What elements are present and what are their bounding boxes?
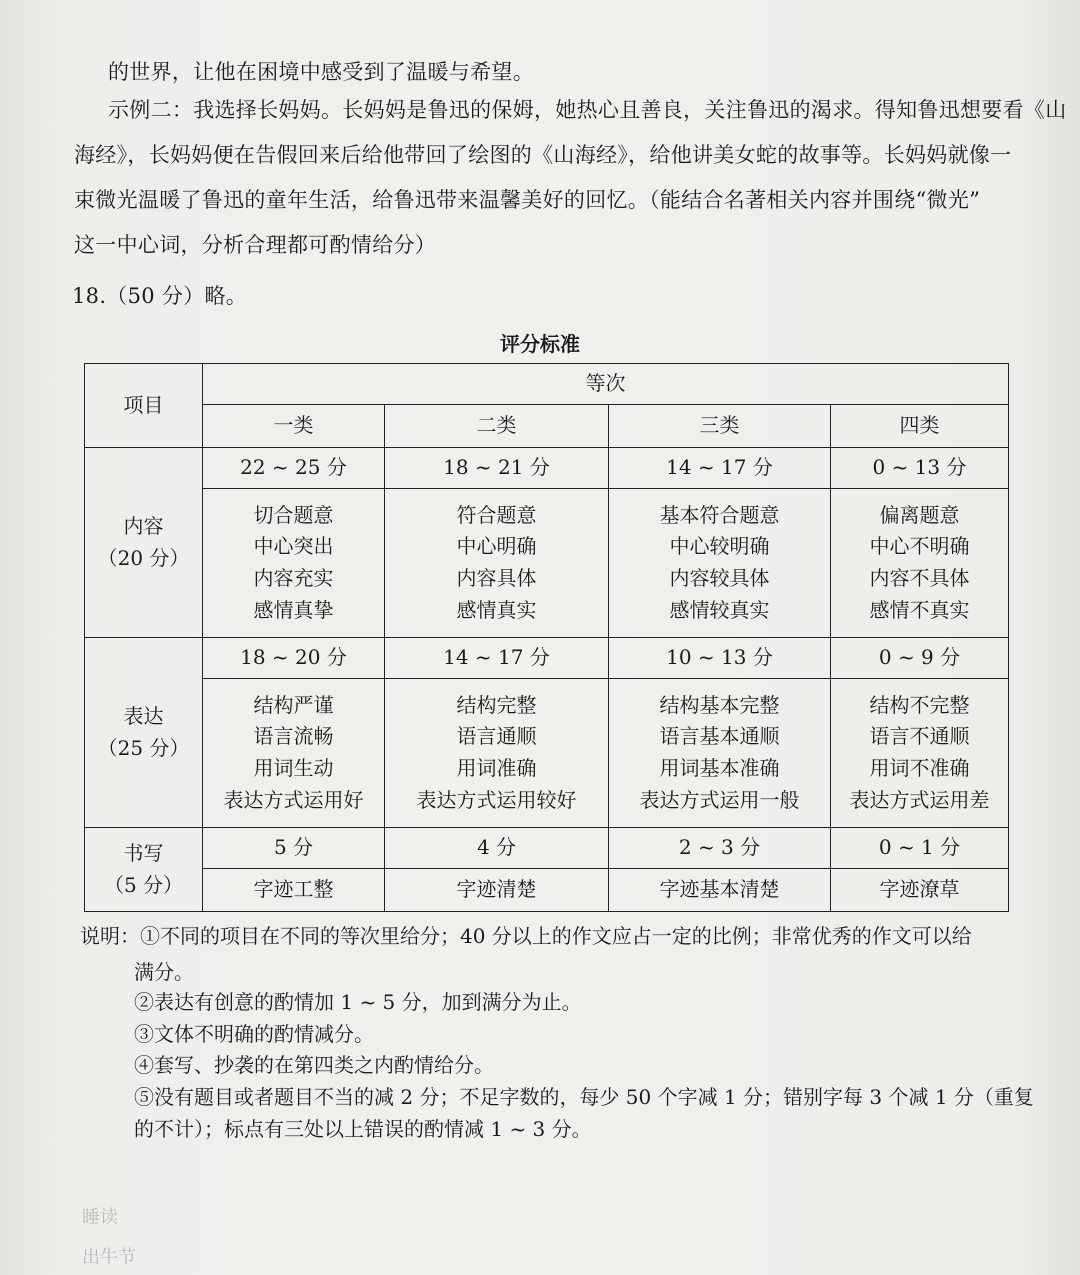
criterion: 结构不完整 (869, 692, 970, 717)
score-cell: 0 ~ 9 分 (831, 638, 1009, 679)
score-cell: 0 ~ 13 分 (831, 448, 1009, 489)
criterion: 内容较具体 (669, 566, 770, 590)
category-writing (85, 828, 203, 912)
category-label: 书写 (123, 840, 164, 865)
table-row (85, 448, 1009, 489)
criterion: 语言流畅 (253, 724, 334, 749)
criteria-cell (385, 679, 609, 828)
criteria-cell (385, 489, 609, 638)
criteria-cell (203, 679, 385, 828)
score-cell: 5 分 (203, 828, 385, 869)
category-expression (85, 638, 203, 828)
intro-line-3: 海经》，长妈妈便在告假回来后给他带回了绘图的《山海经》，给他讲美女蛇的故事等。长妈妈就像一 (74, 143, 1012, 167)
question-18: 18.（50 分）略。 (72, 284, 248, 308)
intro-line-4: 束微光温暖了鲁迅的童年生活，给鲁迅带来温馨美好的回忆。（能结合名著相关内容并围绕“微光” (74, 188, 981, 212)
criterion: 感情不真实 (869, 597, 970, 622)
criterion: 表达方式运用差 (849, 787, 990, 812)
criterion: 结构完整 (456, 692, 537, 717)
grade-2: 二类 (385, 405, 609, 448)
category-content (85, 448, 203, 638)
criteria-cell: 字迹清楚 (385, 869, 609, 912)
score-cell: 2 ~ 3 分 (609, 828, 831, 869)
note-line-2: 满分。 (134, 960, 194, 984)
criteria-cell: 字迹潦草 (831, 869, 1009, 912)
table-row (85, 828, 1009, 869)
criterion: 用词基本准确 (659, 756, 780, 780)
criterion: 内容不具体 (869, 566, 970, 590)
score-cell: 0 ~ 1 分 (831, 828, 1009, 869)
category-points: （5 分） (103, 872, 184, 897)
criterion: 语言通顺 (456, 724, 537, 749)
grade-4: 四类 (831, 405, 1009, 448)
criterion: 结构严谨 (253, 692, 334, 717)
criterion: 表达方式运用较好 (416, 787, 577, 812)
criterion: 表达方式运用好 (223, 787, 364, 812)
score-cell: 14 ~ 17 分 (609, 448, 831, 489)
score-cell: 18 ~ 20 分 (203, 638, 385, 679)
note-line-4: ③文体不明确的酌情减分。 (134, 1022, 374, 1046)
criteria-cell: 字迹基本清楚 (609, 869, 831, 912)
grade-1: 一类 (203, 405, 385, 448)
rubric-title: 评分标准 (500, 332, 580, 356)
table-row (85, 869, 1009, 912)
criterion: 基本符合题意 (659, 502, 780, 527)
criterion: 语言基本通顺 (659, 724, 780, 749)
intro-line-5: 这一中心词，分析合理都可酌情给分） (74, 233, 437, 257)
criteria-cell (831, 679, 1009, 828)
criteria-cell (203, 489, 385, 638)
table-row (85, 679, 1009, 828)
score-cell: 14 ~ 17 分 (385, 638, 609, 679)
note-line-1: 说明：①不同的项目在不同的等次里给分；40 分以上的作文应占一定的比例；非常优秀的作文可以给 (80, 924, 972, 948)
criterion: 符合题意 (456, 502, 537, 527)
header-grade: 等次 (203, 364, 1009, 405)
criterion: 用词准确 (456, 756, 537, 780)
criterion: 中心明确 (456, 534, 537, 559)
score-cell: 18 ~ 21 分 (385, 448, 609, 489)
criteria-cell (609, 679, 831, 828)
note-line-7: 的不计）；标点有三处以上错误的酌情减 1 ~ 3 分。 (134, 1117, 592, 1141)
criterion: 表达方式运用一般 (639, 787, 800, 812)
table-row (85, 638, 1009, 679)
rubric-table (84, 363, 1009, 912)
score-cell: 10 ~ 13 分 (609, 638, 831, 679)
table-header-row (85, 364, 1009, 405)
criterion: 感情真挚 (253, 597, 334, 622)
footer-smudge-1: 睡读 (82, 1207, 118, 1228)
criterion: 切合题意 (253, 502, 334, 527)
category-points: （25 分） (97, 735, 190, 760)
criteria-cell: 字迹工整 (203, 869, 385, 912)
note-line-5: ④套写、抄袭的在第四类之内酌情给分。 (134, 1053, 494, 1077)
table-grade-row (85, 405, 1009, 448)
criterion: 用词不准确 (869, 756, 970, 780)
criteria-cell (831, 489, 1009, 638)
criteria-cell (609, 489, 831, 638)
note-line-6: ⑤没有题目或者题目不当的减 2 分；不足字数的，每少 50 个字减 1 分；错别字每 3 个减 1 分（重复 (134, 1085, 1034, 1109)
criterion: 偏离题意 (879, 502, 960, 527)
criterion: 语言不通顺 (869, 724, 970, 749)
criterion: 内容具体 (456, 566, 537, 590)
score-cell: 4 分 (385, 828, 609, 869)
category-label: 表达 (123, 703, 164, 728)
score-cell: 22 ~ 25 分 (203, 448, 385, 489)
grade-3: 三类 (609, 405, 831, 448)
criterion: 结构基本完整 (659, 692, 780, 717)
note-line-3: ②表达有创意的酌情加 1 ~ 5 分，加到满分为止。 (134, 990, 582, 1014)
criterion: 感情较真实 (669, 597, 770, 622)
criterion: 中心突出 (253, 534, 334, 559)
criterion: 内容充实 (253, 566, 334, 590)
criterion: 中心较明确 (669, 534, 770, 559)
table-row (85, 489, 1009, 638)
criterion: 感情真实 (456, 597, 537, 622)
category-label: 内容 (123, 513, 164, 538)
criterion: 中心不明确 (869, 534, 970, 559)
intro-line-1: 的世界，让他在困境中感受到了温暖与希望。 (108, 60, 534, 84)
category-points: （20 分） (97, 545, 190, 570)
intro-line-2: 示例二：我选择长妈妈。长妈妈是鲁迅的保姆，她热心且善良，关注鲁迅的渴求。得知鲁迅想要看《山 (108, 98, 1067, 122)
criterion: 用词生动 (253, 756, 334, 780)
header-item: 项目 (85, 364, 203, 448)
footer-smudge-2: 出牛节 (82, 1247, 136, 1268)
